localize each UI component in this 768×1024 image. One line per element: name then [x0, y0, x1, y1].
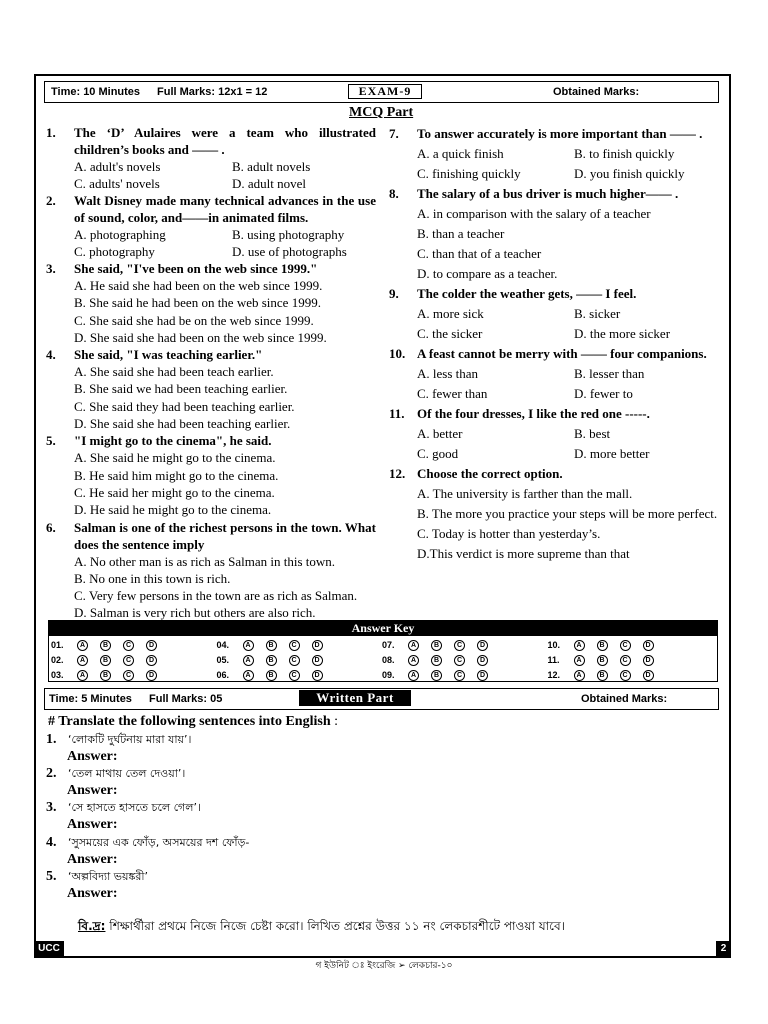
- translate-item: [46, 799, 201, 818]
- written-header: [44, 688, 719, 710]
- option: B. She said we had been teaching earlier.: [74, 381, 288, 397]
- answer-key-cell: [217, 668, 383, 682]
- question-text: She said, "I was teaching earlier.": [74, 347, 263, 363]
- answer-key-number: 06.: [216, 670, 230, 680]
- answer-bubble[interactable]: D: [643, 655, 654, 666]
- translate-item: [46, 834, 249, 853]
- answer-key-number: 04.: [216, 640, 230, 650]
- option: B. No one in this town is rich.: [74, 570, 231, 586]
- answer-key-cell: [51, 668, 217, 682]
- answer-key: [48, 620, 718, 682]
- written-obtained-label: Obtained Marks:: [581, 693, 668, 705]
- answer-key-cell: [382, 653, 548, 667]
- question-text: "I might go to the cinema", he said.: [74, 433, 272, 449]
- question: [389, 344, 723, 404]
- answer-bubble[interactable]: A: [574, 655, 585, 666]
- answer-key-cell: [382, 638, 548, 652]
- option: C. the sicker: [417, 326, 483, 341]
- answer-bubble[interactable]: B: [266, 640, 277, 651]
- answer-key-cell: [548, 653, 714, 667]
- answer-bubble[interactable]: B: [597, 655, 608, 666]
- answer-bubble[interactable]: B: [431, 655, 442, 666]
- option: D. adult novel: [232, 176, 307, 191]
- option: A. less than: [417, 366, 479, 381]
- question-text: The salary of a bus driver is much higher—— .: [417, 186, 679, 201]
- translate-title: # Translate the following sentences into English: [48, 714, 331, 729]
- written-marks-label: Full Marks: 05: [149, 693, 223, 705]
- option: B. The more you practice your steps will be more perfect.: [417, 506, 718, 521]
- answer-bubble[interactable]: B: [100, 640, 111, 651]
- question-number: 1.: [46, 125, 56, 140]
- option: C. photography: [74, 244, 155, 259]
- mcq-left-column: [46, 124, 376, 622]
- mcq-header: [44, 81, 719, 103]
- option: D. use of photographs: [232, 244, 347, 259]
- option: D. fewer to: [574, 386, 633, 401]
- item-number: 2.: [46, 766, 57, 781]
- option: D. more better: [574, 446, 650, 461]
- option: A. He said she had been on the web since 1999.: [74, 278, 323, 293]
- answer-key-number: 08.: [382, 655, 395, 665]
- option: D.This verdict is more supreme than that: [417, 546, 630, 561]
- options: [74, 226, 376, 260]
- answer-key-cell: [51, 638, 217, 652]
- answer-label: Answer:: [67, 749, 118, 764]
- answer-bubble[interactable]: C: [620, 670, 631, 681]
- question-number: 4.: [46, 347, 56, 363]
- obtained-marks-label: Obtained Marks:: [553, 86, 640, 98]
- mcq-title: MCQ Part: [349, 105, 414, 120]
- question-text: Walt Disney made many technical advances in the use of sound, color, and——in animated films.: [74, 193, 376, 225]
- options: [417, 304, 723, 344]
- answer-key-cell: [217, 638, 383, 652]
- answer-bubble[interactable]: A: [408, 640, 419, 651]
- answer-bubble[interactable]: C: [123, 670, 134, 681]
- option: C. fewer than: [417, 386, 488, 401]
- answer-bubble[interactable]: B: [431, 640, 442, 651]
- answer-bubble[interactable]: A: [243, 640, 254, 651]
- exam-title: EXAM-9: [358, 84, 412, 98]
- question-number: 6.: [46, 519, 56, 535]
- option: B. than a teacher: [417, 226, 505, 241]
- option: B. He said him might go to the cinema.: [74, 467, 279, 483]
- answer-bubble[interactable]: A: [77, 640, 88, 651]
- option: A. in comparison with the salary of a teacher: [417, 206, 651, 221]
- answer-bubble[interactable]: A: [77, 670, 88, 681]
- answer-bubble[interactable]: C: [289, 655, 300, 666]
- answer-label: Answer:: [67, 886, 118, 901]
- item-text: ‘সে হাসতে হাসতে চলে গেল’।: [68, 801, 201, 814]
- question: [389, 404, 723, 464]
- question-number: 10.: [389, 346, 406, 361]
- answer-key-title: Answer Key: [49, 621, 717, 636]
- option: A. a quick finish: [417, 146, 504, 161]
- written-time-label: Time: 5 Minutes: [49, 693, 132, 705]
- answer-bubble[interactable]: A: [243, 670, 254, 681]
- option: D. the more sicker: [574, 326, 671, 341]
- answer-key-cell: [382, 668, 548, 682]
- option: C. than that of a teacher: [417, 246, 542, 261]
- answer-key-number: 11.: [547, 655, 560, 665]
- answer-key-number: 01.: [51, 640, 64, 650]
- answer-bubble[interactable]: C: [620, 640, 631, 651]
- question-text: A feast cannot be merry with —— four companions.: [417, 346, 707, 361]
- question-number: 11.: [389, 406, 405, 421]
- answer-key-cell: [217, 653, 383, 667]
- question-number: 9.: [389, 286, 399, 301]
- question: [46, 124, 376, 192]
- translate-item: [46, 868, 148, 887]
- answer-bubble[interactable]: D: [312, 640, 323, 651]
- mcq-right-column: [389, 124, 723, 564]
- item-number: 4.: [46, 835, 57, 850]
- question: [389, 184, 723, 284]
- answer-bubble[interactable]: B: [266, 655, 277, 666]
- question-number: 7.: [389, 126, 399, 141]
- page-number: 2: [716, 941, 731, 956]
- footer-caption: গ ইউনিট ঃ ইংরেজি ➢ লেকচার-১০: [315, 961, 453, 971]
- option: D. He said he might go to the cinema.: [74, 502, 272, 518]
- answer-bubble[interactable]: D: [477, 670, 488, 681]
- item-text: ‘লোকটি দুর্ঘটনায় মারা যায়’।: [68, 733, 192, 746]
- question-number: 5.: [46, 433, 56, 449]
- answer-bubble[interactable]: A: [408, 655, 419, 666]
- translate-colon: :: [334, 714, 339, 729]
- options: [74, 158, 376, 192]
- note: [78, 918, 565, 938]
- answer-label: Answer:: [67, 817, 118, 832]
- answer-bubble[interactable]: C: [289, 640, 300, 651]
- item-text: ‘অল্পবিদ্যা ভয়ঙ্করী’: [68, 870, 149, 883]
- translate-instruction: [48, 714, 338, 730]
- option: D. Salman is very rich but others are also rich.: [74, 605, 316, 621]
- answer-key-number: 09.: [382, 670, 395, 680]
- answer-bubble[interactable]: D: [477, 655, 488, 666]
- question-text: To answer accurately is more important than —— .: [417, 126, 703, 141]
- answer-key-number: 07.: [382, 640, 395, 650]
- answer-key-number: 03.: [51, 670, 64, 680]
- item-text: ‘তেল মাথায় তেল দেওয়া’।: [68, 767, 186, 780]
- answer-bubble[interactable]: B: [100, 670, 111, 681]
- question-number: 12.: [389, 466, 406, 481]
- question: [389, 464, 723, 564]
- question-text: The colder the weather gets, —— I feel.: [417, 286, 637, 301]
- options: [417, 364, 723, 404]
- answer-bubble[interactable]: D: [643, 670, 654, 681]
- question-text: Salman is one of the richest persons in the town. What does the sentence imply: [74, 519, 376, 552]
- answer-key-cell: [51, 653, 217, 667]
- translate-item: [46, 765, 185, 784]
- option: A. photographing: [74, 227, 166, 242]
- option: C. finishing quickly: [417, 166, 521, 181]
- answer-key-number: 12.: [547, 670, 561, 680]
- option: C. Today is hotter than yesterday’s.: [417, 526, 601, 541]
- option: B. best: [574, 426, 611, 441]
- option: B. to finish quickly: [574, 146, 675, 161]
- question-number: 3.: [46, 261, 56, 276]
- time-label: Time: 10 Minutes: [51, 86, 141, 98]
- answer-bubble[interactable]: D: [312, 655, 323, 666]
- answer-bubble[interactable]: D: [146, 670, 157, 681]
- question: [46, 432, 376, 518]
- answer-bubble[interactable]: D: [643, 640, 654, 651]
- question-text: Choose the correct option.: [417, 466, 563, 481]
- answer-bubble[interactable]: C: [454, 670, 465, 681]
- ucc-badge: UCC: [34, 941, 64, 956]
- option: C. She said she had be on the web since 1999.: [74, 312, 314, 328]
- option: A. better: [417, 426, 463, 441]
- answer-bubble[interactable]: C: [123, 640, 134, 651]
- option: A. adult's novels: [74, 159, 161, 174]
- answer-bubble[interactable]: A: [243, 655, 254, 666]
- answer-bubble[interactable]: B: [431, 670, 442, 681]
- question: [46, 192, 376, 260]
- option: A. The university is farther than the mall.: [417, 486, 633, 501]
- question: [389, 284, 723, 344]
- question-text: She said, "I've been on the web since 1999.": [74, 261, 318, 276]
- option: A. She said he might go to the cinema.: [74, 450, 276, 466]
- answer-key-cell: [548, 638, 714, 652]
- answer-label: Answer:: [67, 852, 118, 867]
- option: D. you finish quickly: [574, 166, 685, 181]
- item-text: ‘সুসময়ের এক ফোঁড়, অসময়ের দশ ফোঁড়-: [68, 836, 250, 849]
- question-text: Of the four dresses, I like the red one -----.: [417, 406, 650, 421]
- answer-bubble[interactable]: B: [597, 640, 608, 651]
- answer-bubble[interactable]: C: [620, 655, 631, 666]
- option: B. sicker: [574, 306, 621, 321]
- item-number: 1.: [46, 732, 57, 747]
- option: D. She said she had been on the web since 1999.: [74, 329, 327, 345]
- option: C. He said her might go to the cinema.: [74, 484, 275, 500]
- answer-bubble[interactable]: D: [312, 670, 323, 681]
- option: B. lesser than: [574, 366, 645, 381]
- answer-bubble[interactable]: A: [77, 655, 88, 666]
- answer-bubble[interactable]: C: [289, 670, 300, 681]
- question-text: The ‘D’ Aulaires were a team who illustrated children’s books and —— .: [74, 125, 376, 157]
- answer-key-cell: [548, 668, 714, 682]
- option: A. No other man is as rich as Salman in this town.: [74, 553, 336, 569]
- item-number: 5.: [46, 869, 57, 884]
- question: [46, 519, 376, 622]
- option: C. She said they had been teaching earlier.: [74, 398, 295, 414]
- answer-bubble[interactable]: A: [408, 670, 419, 681]
- answer-label: Answer:: [67, 783, 118, 798]
- answer-bubble[interactable]: B: [597, 670, 608, 681]
- answer-bubble[interactable]: A: [574, 670, 585, 681]
- answer-bubble[interactable]: B: [266, 670, 277, 681]
- translate-item: [46, 731, 191, 750]
- question: [46, 346, 376, 432]
- option: C. good: [417, 446, 459, 461]
- answer-bubble[interactable]: D: [477, 640, 488, 651]
- answer-key-number: 02.: [51, 655, 64, 665]
- note-text: শিক্ষার্থীরা প্রথমে নিজে নিজে চেষ্টা করো। লিখিত প্রশ্নের উত্তর ১১ নং লেকচারশীটে পাওয়া যাবে।: [109, 919, 565, 933]
- answer-key-number: 05.: [216, 655, 230, 665]
- option: B. using photography: [232, 227, 345, 242]
- answer-bubble[interactable]: C: [454, 655, 465, 666]
- option: B. She said he had been on the web since 1999.: [74, 295, 321, 311]
- option: C. Very few persons in the town are as rich as Salman.: [74, 588, 358, 604]
- options: [417, 144, 723, 184]
- question-number: 2.: [46, 193, 56, 208]
- answer-bubble[interactable]: D: [146, 655, 157, 666]
- note-label: বি.দ্র:: [78, 919, 106, 933]
- written-part-title: Written Part: [299, 690, 411, 706]
- option: B. adult novels: [232, 159, 311, 174]
- exam-badge: [348, 84, 422, 99]
- answer-key-grid: [49, 636, 717, 682]
- question-number: 8.: [389, 186, 399, 201]
- question: [389, 124, 723, 184]
- answer-bubble[interactable]: A: [574, 640, 585, 651]
- item-number: 3.: [46, 800, 57, 815]
- option: C. adults' novels: [74, 176, 160, 191]
- question: [46, 260, 376, 346]
- option: D. She said she had been teaching earlier.: [74, 416, 291, 432]
- options: [417, 424, 723, 464]
- answer-bubble[interactable]: C: [123, 655, 134, 666]
- answer-bubble[interactable]: B: [100, 655, 111, 666]
- option: A. more sick: [417, 306, 484, 321]
- answer-bubble[interactable]: C: [454, 640, 465, 651]
- option: D. to compare as a teacher.: [417, 266, 558, 281]
- answer-key-number: 10.: [547, 640, 561, 650]
- option: A. She said she had been teach earlier.: [74, 364, 274, 380]
- full-marks-label: Full Marks: 12x1 = 12: [157, 86, 268, 98]
- answer-bubble[interactable]: D: [146, 640, 157, 651]
